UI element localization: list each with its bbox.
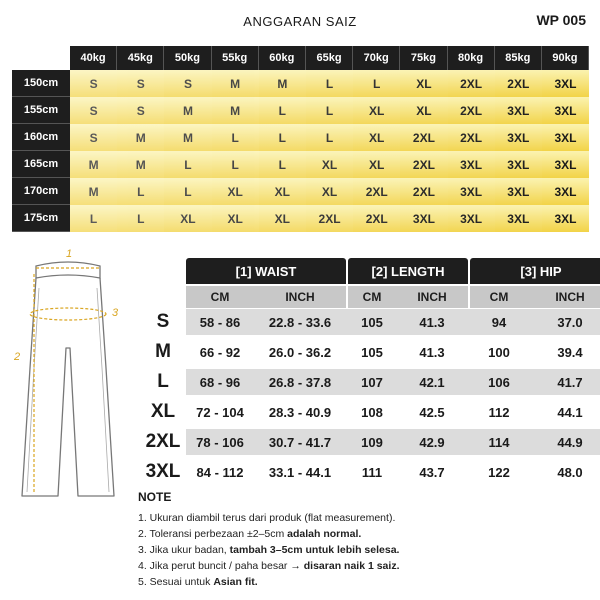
size-cell: 2XL: [495, 70, 542, 97]
measure-value: 28.3 - 40.9: [268, 404, 332, 420]
measure-value: 112: [488, 404, 510, 420]
size-cell: M: [212, 97, 259, 124]
weight-header: 80kg: [448, 46, 495, 70]
size-cell: L: [70, 205, 117, 232]
measure-value: 44.9: [557, 434, 583, 450]
label-2: 2: [14, 351, 21, 363]
size-cell: 3XL: [542, 151, 589, 178]
pants-illustration: [8, 248, 128, 508]
size-cell: 2XL: [400, 124, 447, 151]
weight-header: 90kg: [542, 46, 589, 70]
size-cell: L: [212, 151, 259, 178]
size-cell: M: [117, 124, 164, 151]
grid-corner: [12, 46, 70, 70]
size-cell: XL: [353, 124, 400, 151]
measure-value: 26.8 - 37.8: [268, 374, 332, 390]
size-cell: 3XL: [542, 178, 589, 205]
note-text: 1. Ukuran diambil terus dari produk (flat measurement).: [138, 512, 396, 524]
height-header: 150cm: [12, 70, 70, 97]
size-cell: L: [259, 124, 306, 151]
note-item: [138, 574, 588, 590]
size-cell: 2XL: [353, 205, 400, 232]
size-cell: XL: [164, 205, 211, 232]
size-cell: 2XL: [400, 178, 447, 205]
weight-header: 50kg: [164, 46, 211, 70]
size-cell: M: [70, 178, 117, 205]
size-cell: M: [70, 151, 117, 178]
group-header: [3] HIP: [470, 258, 600, 284]
height-header: 175cm: [12, 205, 70, 232]
notes-title: NOTE: [138, 490, 172, 504]
size-label: L: [157, 371, 169, 392]
measure-value: 26.0 - 36.2: [268, 344, 332, 360]
size-cell: S: [117, 97, 164, 124]
size-label: XL: [150, 401, 176, 422]
size-cell: 2XL: [306, 205, 353, 232]
size-cell: L: [164, 178, 211, 205]
measure-value: 72 - 104: [196, 404, 244, 420]
notes-section: [138, 490, 588, 590]
size-cell: XL: [400, 70, 447, 97]
size-cell: XL: [212, 205, 259, 232]
height-header: 165cm: [12, 151, 70, 178]
weight-header: 85kg: [495, 46, 542, 70]
measure-value: 30.7 - 41.7: [268, 434, 332, 450]
note-text: 3. Jika ukur badan,: [138, 544, 230, 556]
weight-header: 75kg: [400, 46, 447, 70]
height-header: 160cm: [12, 124, 70, 151]
measure-value: 22.8 - 33.6: [268, 314, 332, 330]
note-emphasis: Asian fit.: [213, 576, 258, 588]
measure-value: 43.7: [419, 464, 445, 480]
measure-value: 107: [361, 374, 383, 390]
measure-value: 58 - 86: [199, 314, 241, 330]
size-cell: 3XL: [495, 178, 542, 205]
measure-value: 78 - 106: [196, 434, 244, 450]
measure-value: 94: [491, 314, 507, 330]
size-cell: XL: [400, 97, 447, 124]
size-cell: XL: [259, 205, 306, 232]
size-cell: L: [117, 178, 164, 205]
measure-value: 106: [488, 374, 510, 390]
measure-value: 42.5: [419, 404, 445, 420]
size-cell: 3XL: [542, 205, 589, 232]
size-cell: XL: [353, 97, 400, 124]
size-label: S: [156, 311, 170, 332]
size-cell: XL: [212, 178, 259, 205]
size-cell: 3XL: [448, 151, 495, 178]
size-cell: 2XL: [353, 178, 400, 205]
note-text: 4. Jika perut buncit / paha besar →: [138, 560, 304, 572]
size-cell: L: [306, 70, 353, 97]
measure-value: 41.3: [419, 314, 445, 330]
size-cell: L: [259, 151, 306, 178]
size-cell: 3XL: [495, 205, 542, 232]
measure-value: 39.4: [557, 344, 583, 360]
size-cell: 3XL: [542, 97, 589, 124]
size-cell: M: [117, 151, 164, 178]
size-cell: 3XL: [495, 124, 542, 151]
size-cell: XL: [306, 151, 353, 178]
measure-value: 108: [361, 404, 383, 420]
size-cell: 3XL: [448, 178, 495, 205]
pants-waistband: [36, 262, 100, 278]
unit-header: CM: [348, 286, 396, 308]
size-cell: 3XL: [495, 151, 542, 178]
size-cell: XL: [353, 151, 400, 178]
size-label: 3XL: [145, 461, 181, 482]
measure-value: 37.0: [557, 314, 583, 330]
measure-value: 111: [361, 464, 383, 480]
size-cell: L: [164, 151, 211, 178]
height-header: 155cm: [12, 97, 70, 124]
size-cell: 3XL: [400, 205, 447, 232]
weight-header: 45kg: [117, 46, 164, 70]
measure-value: 100: [488, 344, 510, 360]
note-text: 5. Sesuai untuk: [138, 576, 214, 588]
group-header: [2] LENGTH: [348, 258, 468, 284]
size-cell: S: [70, 124, 117, 151]
unit-header: INCH: [254, 286, 346, 308]
note-item: [138, 526, 588, 542]
size-label: M: [155, 341, 171, 362]
measure-value: 42.1: [419, 374, 445, 390]
unit-header: INCH: [528, 286, 600, 308]
measure-value: 66 - 92: [199, 344, 241, 360]
size-cell: L: [212, 124, 259, 151]
size-cell: M: [164, 124, 211, 151]
measure-value: 105: [361, 314, 383, 330]
size-cell: L: [117, 205, 164, 232]
group-header: [1] WAIST: [186, 258, 346, 284]
note-emphasis: disaran naik 1 saiz.: [303, 560, 400, 572]
size-cell: 3XL: [542, 124, 589, 151]
unit-header: INCH: [396, 286, 468, 308]
measure-value: 114: [488, 434, 510, 450]
note-emphasis: adalah normal.: [287, 528, 362, 540]
size-recommendation-grid: [12, 46, 589, 232]
measure-value: 105: [361, 344, 383, 360]
weight-header: 65kg: [306, 46, 353, 70]
weight-header: 55kg: [212, 46, 259, 70]
size-cell: M: [212, 70, 259, 97]
height-header: 170cm: [12, 178, 70, 205]
size-cell: L: [259, 97, 306, 124]
weight-header: 70kg: [353, 46, 400, 70]
measure-value: 41.3: [419, 344, 445, 360]
size-cell: 3XL: [542, 70, 589, 97]
page-title: ANGGARAN SAIZ: [243, 14, 357, 29]
size-cell: 2XL: [448, 124, 495, 151]
weight-header: 40kg: [70, 46, 117, 70]
size-cell: S: [164, 70, 211, 97]
notes-list: [138, 510, 588, 590]
size-cell: L: [306, 124, 353, 151]
unit-header: CM: [470, 286, 528, 308]
size-cell: L: [353, 70, 400, 97]
size-cell: 3XL: [448, 205, 495, 232]
size-cell: 2XL: [448, 70, 495, 97]
weight-header: 60kg: [259, 46, 306, 70]
product-code: WP 005: [536, 12, 586, 28]
measure-value: 44.1: [557, 404, 583, 420]
measure-value: 68 - 96: [199, 374, 241, 390]
measure-value: 84 - 112: [196, 464, 244, 480]
measure-value: 33.1 - 44.1: [268, 464, 332, 480]
size-cell: 3XL: [495, 97, 542, 124]
note-item: [138, 510, 588, 526]
hip-measure-ellipse: [30, 308, 106, 320]
label-3: 3: [112, 307, 119, 319]
note-emphasis: tambah 3–5cm untuk lebih selesa.: [229, 544, 400, 556]
note-item: [138, 558, 588, 574]
size-cell: 2XL: [448, 97, 495, 124]
size-label: 2XL: [145, 431, 181, 452]
size-cell: M: [164, 97, 211, 124]
note-text: 2. Toleransi perbezaan ±2–5cm: [138, 528, 288, 540]
measure-value: 122: [488, 464, 510, 480]
size-cell: S: [70, 97, 117, 124]
size-cell: S: [117, 70, 164, 97]
size-cell: M: [259, 70, 306, 97]
size-cell: XL: [259, 178, 306, 205]
label-1: 1: [66, 248, 73, 260]
measure-value: 48.0: [557, 464, 583, 480]
unit-header: CM: [186, 286, 254, 308]
measure-value: 42.9: [419, 434, 445, 450]
measure-value: 41.7: [557, 374, 583, 390]
size-cell: L: [306, 97, 353, 124]
size-cell: 2XL: [400, 151, 447, 178]
measure-value: 109: [361, 434, 383, 450]
size-cell: XL: [306, 178, 353, 205]
note-item: [138, 542, 588, 558]
size-cell: S: [70, 70, 117, 97]
